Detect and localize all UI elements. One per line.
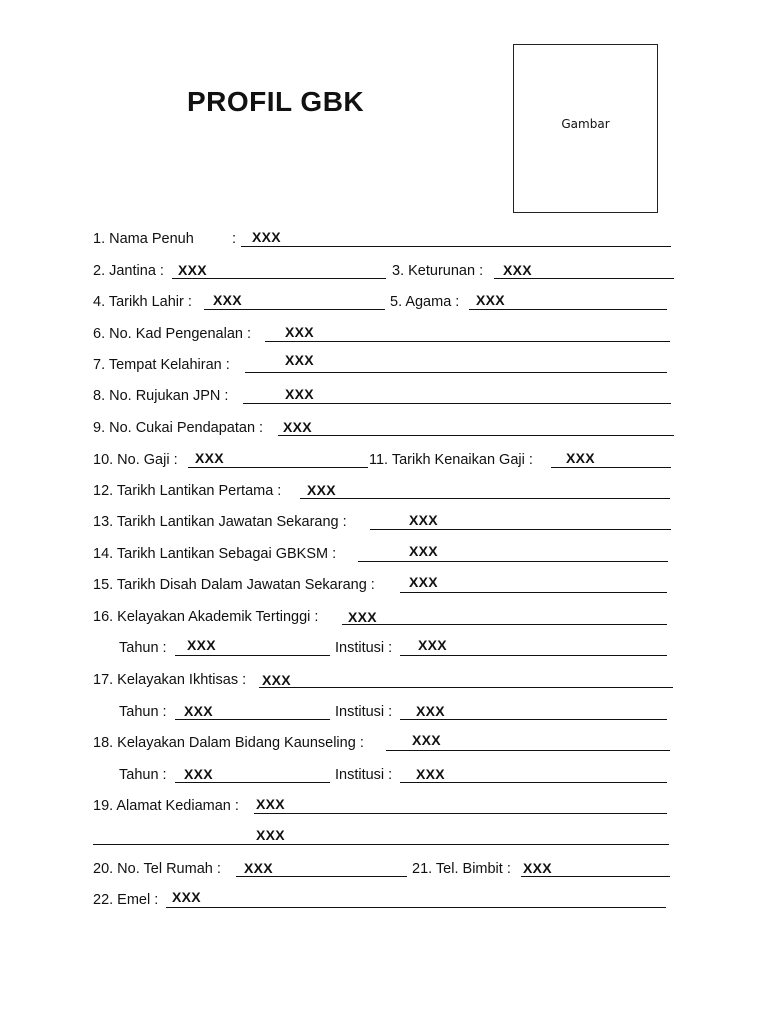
tempat-kelahiran-label: 7. Tempat Kelahiran : (93, 357, 230, 373)
tempat-kelahiran-value[interactable]: XXX (285, 352, 314, 368)
no-gaji-value[interactable]: XXX (195, 450, 224, 466)
alamat-label: 19. Alamat Kediaman : (93, 798, 239, 814)
agama-label: 5. Agama : (390, 294, 460, 310)
nama-penuh-colon: : (232, 231, 237, 247)
tel-rumah-value[interactable]: XXX (244, 860, 273, 876)
cukai-pendapatan-value[interactable]: XXX (283, 419, 312, 435)
photo-label: Gambar (561, 117, 610, 131)
emel-label: 22. Emel : (93, 892, 159, 908)
lantikan-pertama-label: 12. Tarikh Lantikan Pertama : (93, 483, 282, 499)
emel-value[interactable]: XXX (172, 889, 201, 905)
nama-penuh-line[interactable] (241, 245, 671, 247)
lantikan-sekarang-value[interactable]: XXX (409, 512, 438, 528)
cukai-pendapatan-label: 9. No. Cukai Pendapatan : (93, 420, 264, 436)
no-gaji-label: 10. No. Gaji : (93, 452, 178, 468)
lantikan-gbksm-value[interactable]: XXX (409, 543, 438, 559)
akademik-label: 16. Kelayakan Akademik Tertinggi : (93, 609, 319, 625)
rujukan-jpn-label: 8. No. Rujukan JPN : (93, 388, 229, 404)
tel-bimbit-value[interactable]: XXX (523, 860, 552, 876)
ikhtisas-label: 17. Kelayakan Ikhtisas : (93, 672, 247, 688)
tarikh-lahir-value[interactable]: XXX (213, 292, 242, 308)
kad-pengenalan-value[interactable]: XXX (285, 324, 314, 340)
disah-jawatan-value[interactable]: XXX (409, 574, 438, 590)
keturunan-value[interactable]: XXX (503, 262, 532, 278)
tarikh-lahir-label: 4. Tarikh Lahir : (93, 294, 192, 310)
kad-pengenalan-line[interactable] (265, 340, 670, 342)
akademik-institusi-line[interactable] (400, 654, 667, 656)
lantikan-pertama-line[interactable] (300, 497, 670, 499)
lantikan-pertama-value[interactable]: XXX (307, 482, 336, 498)
kad-pengenalan-label: 6. No. Kad Pengenalan : (93, 326, 252, 342)
kaunseling-label: 18. Kelayakan Dalam Bidang Kaunseling : (93, 735, 364, 751)
kaunseling-value[interactable]: XXX (412, 732, 441, 748)
ikhtisas-tahun-label: Tahun : (119, 704, 167, 720)
kaunseling-tahun-value[interactable]: XXX (184, 766, 213, 782)
akademik-tahun-line[interactable] (175, 654, 330, 656)
alamat-line-2[interactable] (93, 843, 669, 845)
ikhtisas-line[interactable] (259, 686, 673, 688)
ikhtisas-institusi-label: Institusi : (335, 704, 393, 720)
kaunseling-institusi-label: Institusi : (335, 767, 393, 783)
ikhtisas-tahun-value[interactable]: XXX (184, 703, 213, 719)
akademik-value[interactable]: XXX (348, 609, 377, 625)
photo-placeholder[interactable] (513, 44, 658, 213)
disah-jawatan-line[interactable] (400, 591, 667, 593)
tarikh-lahir-line[interactable] (204, 308, 385, 310)
alamat-line-1[interactable] (254, 812, 667, 814)
page-title: PROFIL GBK (187, 86, 365, 117)
tel-rumah-label: 20. No. Tel Rumah : (93, 861, 221, 877)
akademik-institusi-label: Institusi : (335, 640, 393, 656)
lantikan-gbksm-label: 14. Tarikh Lantikan Sebagai GBKSM : (93, 546, 337, 562)
tel-bimbit-label: 21. Tel. Bimbit : (412, 861, 511, 877)
lantikan-gbksm-line[interactable] (358, 560, 668, 562)
kaunseling-tahun-label: Tahun : (119, 767, 167, 783)
lantikan-sekarang-line[interactable] (370, 528, 671, 530)
kenaikan-gaji-value[interactable]: XXX (566, 450, 595, 466)
agama-value[interactable]: XXX (476, 292, 505, 308)
disah-jawatan-label: 15. Tarikh Disah Dalam Jawatan Sekarang : (93, 577, 375, 593)
keturunan-label: 3. Keturunan : (392, 263, 484, 279)
tempat-kelahiran-line[interactable] (245, 371, 667, 373)
rujukan-jpn-line[interactable] (243, 402, 671, 404)
kaunseling-line[interactable] (386, 749, 670, 751)
nama-penuh-label: 1. Nama Penuh (93, 231, 194, 247)
kaunseling-institusi-value[interactable]: XXX (416, 766, 445, 782)
emel-line[interactable] (166, 906, 666, 908)
rujukan-jpn-value[interactable]: XXX (285, 386, 314, 402)
ikhtisas-value[interactable]: XXX (262, 672, 291, 688)
cukai-pendapatan-line[interactable] (278, 434, 674, 436)
akademik-tahun-label: Tahun : (119, 640, 167, 656)
lantikan-sekarang-label: 13. Tarikh Lantikan Jawatan Sekarang : (93, 514, 347, 530)
jantina-label: 2. Jantina : (93, 263, 164, 279)
kenaikan-gaji-line[interactable] (551, 466, 671, 468)
alamat-value-2[interactable]: XXX (256, 827, 285, 843)
akademik-line[interactable] (342, 623, 667, 625)
kenaikan-gaji-label: 11. Tarikh Kenaikan Gaji : (369, 452, 533, 468)
akademik-tahun-value[interactable]: XXX (187, 637, 216, 653)
akademik-institusi-value[interactable]: XXX (418, 637, 447, 653)
jantina-value[interactable]: XXX (178, 262, 207, 278)
ikhtisas-institusi-value[interactable]: XXX (416, 703, 445, 719)
agama-line[interactable] (469, 308, 667, 310)
no-gaji-line[interactable] (188, 466, 368, 468)
alamat-value-1[interactable]: XXX (256, 796, 285, 812)
nama-penuh-value[interactable]: XXX (252, 229, 281, 245)
